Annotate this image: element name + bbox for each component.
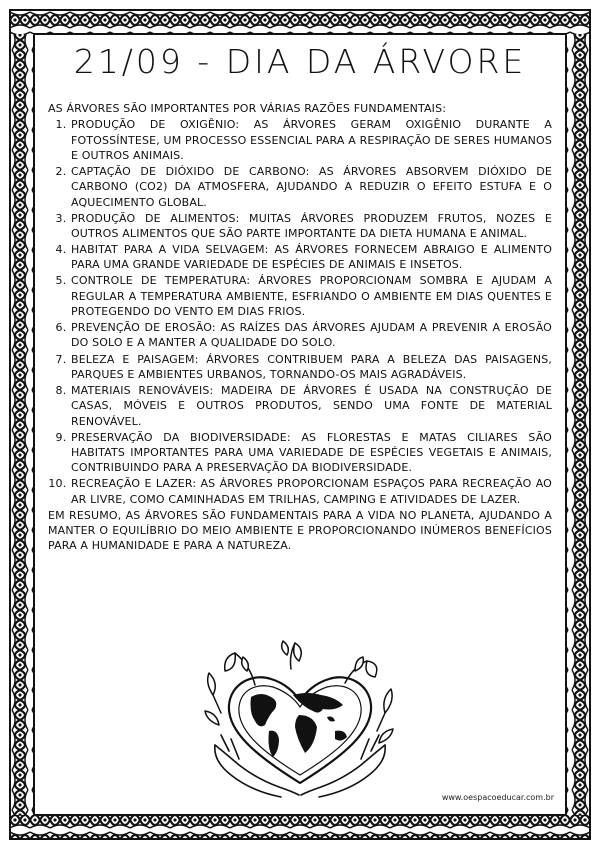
page-title: 21/09 - DIA DA ÁRVORE [73,42,527,81]
summary-paragraph: EM RESUMO, AS ÁRVORES SÃO FUNDAMENTAIS PARA A VIDA NO PLANETA, AJUDANDO A MANTER O EQUILÍBRIO DO MEIO AMBIENTE E PROPORCIONANDO INÚMEROS BENEFÍCIOS PARA A HUMANIDADE E PARA A NATUREZA. [48,508,552,553]
reason-item: 6. PREVENÇÃO DE EROSÃO: AS RAÍZES DAS ÁRVORES AJUDAM A PREVENIR A EROSÃO DO SOLO E A MANTER A QUALIDADE DO SOLO. [70,320,552,351]
reason-item: 7. BELEZA E PAISAGEM: ÁRVORES CONTRIBUEM PARA A BELEZA DAS PAISAGENS, PARQUES E AMBIENTES URBANOS, TORNANDO-OS MAIS AGRADÁVEIS. [70,352,552,383]
website-credit: www.oespacoeducar.com.br [441,793,554,802]
reason-item: 5. CONTROLE DE TEMPERATURA: ÁRVORES PROPORCIONAM SOMBRA E AJUDAM A REGULAR A TEMPERATURA AMBIENTE, ESFRIANDO O AMBIENTE EM DIAS QUENTES E PROTEGENDO DO VENTO EM DIAS FRIOS. [70,273,552,319]
intro-paragraph: AS ÁRVORES SÃO IMPORTANTES POR VÁRIAS RAZÕES FUNDAMENTAIS: [48,102,447,115]
continents [251,693,348,757]
reason-item: 2. CAPTAÇÃO DE DIÓXIDO DE CARBONO: AS ÁRVORES ABSORVEM DIÓXIDO DE CARBONO (CO2) DA ATMOSFERA, AJUDANDO A REDUZIR O EFEITO ESTUFA E O AQUECIMENTO GLOBAL. [70,164,552,210]
reasons-list [48,117,552,507]
reason-item: 4. HABITAT PARA A VIDA SELVAGEM: AS ÁRVORES FORNECEM ABRAIGO E ALIMENTO PARA UMA GRANDE VARIEDADE DE ESPÉCIES DE ANIMAIS E INSETOS. [70,242,552,273]
reason-item: 8. MATERIAIS RENOVÁVEIS: MADEIRA DE ÁRVORES É USADA NA CONSTRUÇÃO DE CASAS, MÓVEIS E OUTROS PRODUTOS, SENDO UMA FONTE DE MATERIAL RENOVÁVEL. [70,383,552,429]
reason-item: 9. PRESERVAÇÃO DA BIODIVERSIDADE: AS FLORESTAS E MATAS CILIARES SÃO HABITATS IMPORTANTES PARA UMA VARIEDADE DE ESPÉCIES VEGETAIS E ANIMAIS, CONTRIBUINDO PARA A PRESERVAÇÃO DA BIODIVERSIDADE. [70,430,552,476]
heart-globe-hands-illustration [195,635,405,800]
hands [215,735,385,797]
article-body [48,101,552,554]
reason-item: 1. PRODUÇÃO DE OXIGÊNIO: AS ÁRVORES GERAM OXIGÊNIO DURANTE A FOTOSSÍNTESE, UM PROCESSO ESSENCIAL PARA A RESPIRAÇÃO DE SERES HUMANOS E OUTROS ANIMAIS. [70,117,552,163]
reason-item: 10. RECREAÇÃO E LAZER: AS ÁRVORES PROPORCIONAM ESPAÇOS PARA RECREAÇÃO AO AR LIVRE, COMO CAMINHADAS EM TRILHAS, CAMPING E ATIVIDADES DE LAZER. [70,476,552,507]
reason-item: 3. PRODUÇÃO DE ALIMENTOS: MUITAS ÁRVORES PRODUZEM FRUTOS, NOZES E OUTROS ALIMENTOS QUE SÃO PARTE IMPORTANTE DA DIETA HUMANA E ANIMAL. [70,211,552,242]
